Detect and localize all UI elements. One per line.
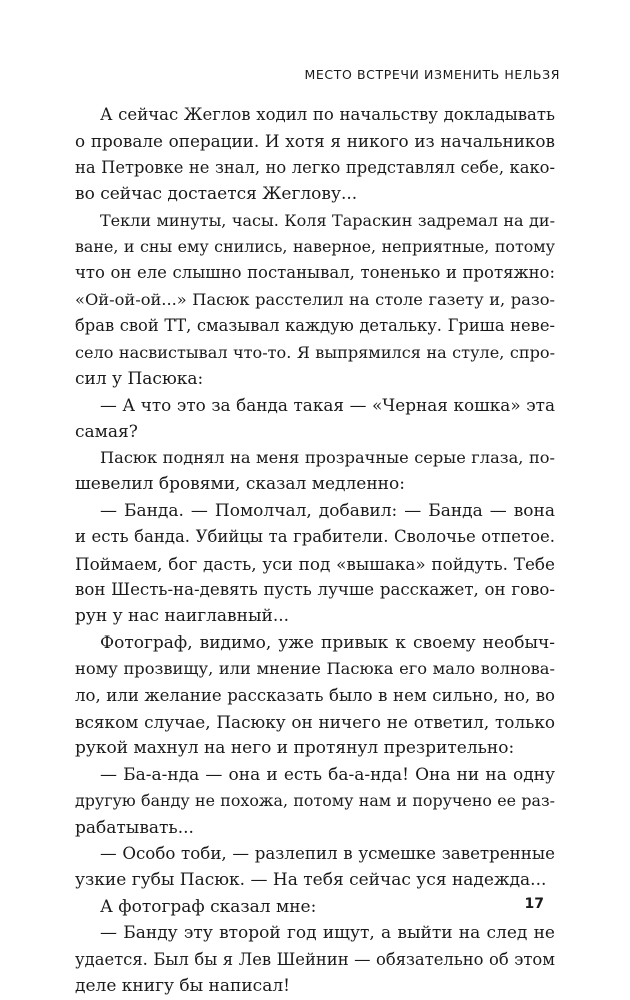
text-line: ване, и сны ему снились, наверное, неприятные, потому bbox=[75, 236, 555, 256]
text-line: — Банду эту второй год ищут, а выйти на след не bbox=[100, 923, 555, 944]
text-line: Фотограф, видимо, уже привык к своему необыч- bbox=[100, 632, 555, 653]
text-line: — Ба-а-нда — она и есть ба-а-нда! Она ни на одну bbox=[100, 764, 555, 785]
body-text bbox=[75, 102, 555, 999]
text-line: Поймаем, бог дасть, уси под «вышака» пойдуть. Тебе bbox=[75, 553, 555, 574]
text-line: шевелил бровями, сказал медленно: bbox=[75, 474, 405, 495]
text-line: узкие губы Пасюк. — На тебя сейчас уся надежда... bbox=[75, 870, 547, 891]
text-line: и есть банда. Убийцы та грабители. Сволочье отпетое. bbox=[75, 527, 555, 547]
text-line: рун у нас наиглавный... bbox=[75, 606, 290, 627]
text-line: Текли минуты, часы. Коля Тараскин задремал на ди- bbox=[100, 210, 555, 230]
running-title: МЕСТО ВСТРЕЧИ ИЗМЕНИТЬ НЕЛЬЗЯ bbox=[304, 67, 560, 82]
text-line: рукой махнул на него и протянул презрительно: bbox=[75, 738, 515, 759]
text-line: ло, или желание рассказать было в нем сильно, но, во bbox=[75, 685, 555, 705]
text-line: удается. Был бы я Лев Шейнин — обязательно об этом bbox=[75, 949, 555, 969]
text-line: село насвистывал что-то. Я выпрямился на стуле, спро- bbox=[75, 342, 555, 362]
text-line: деле книгу бы написал! bbox=[75, 975, 290, 996]
text-line: Пасюк поднял на меня прозрачные серые глаза, по- bbox=[100, 448, 555, 468]
text-line: о провале операции. И хотя я никого из начальников bbox=[75, 131, 555, 152]
page-number: 17 bbox=[524, 896, 544, 912]
text-line: другую банду не похожа, потому нам и поручено ее раз- bbox=[75, 791, 555, 811]
text-line: ному прозвищу, или мнение Пасюка его мало волнова- bbox=[75, 659, 555, 679]
text-line: А сейчас Жеглов ходил по начальству докладывать bbox=[100, 105, 555, 124]
text-line: что он еле слышно постанывал, тоненько и протяжно: bbox=[75, 263, 555, 283]
text-line: во сейчас достается Жеглову... bbox=[75, 184, 358, 205]
text-line: «Ой-ой-ой...» Пасюк расстелил на столе газету и, разо- bbox=[75, 289, 555, 309]
text-line: — А что это за банда такая — «Черная кошка» эта bbox=[100, 395, 555, 416]
text-line: брав свой ТТ, смазывал каждую детальку. Гриша неве- bbox=[75, 316, 555, 336]
text-line: сил у Пасюка: bbox=[75, 368, 204, 389]
text-line: на Петровке не знал, но легко представлял себе, како- bbox=[75, 157, 555, 177]
text-line: самая? bbox=[75, 421, 138, 442]
text-line: — Особо тоби, — разлепил в усмешке заветренные bbox=[100, 843, 555, 863]
text-line: — Банда. — Помолчал, добавил: — Банда — вона bbox=[100, 500, 555, 521]
text-line: рабатывать... bbox=[75, 817, 194, 838]
text-line: вон Шесть-на-девять пусть лучше расскажет, он гово- bbox=[75, 580, 555, 600]
text-line: всяком случае, Пасюку он ничего не ответил, только bbox=[75, 711, 555, 732]
text-line: А фотограф сказал мне: bbox=[100, 896, 317, 917]
